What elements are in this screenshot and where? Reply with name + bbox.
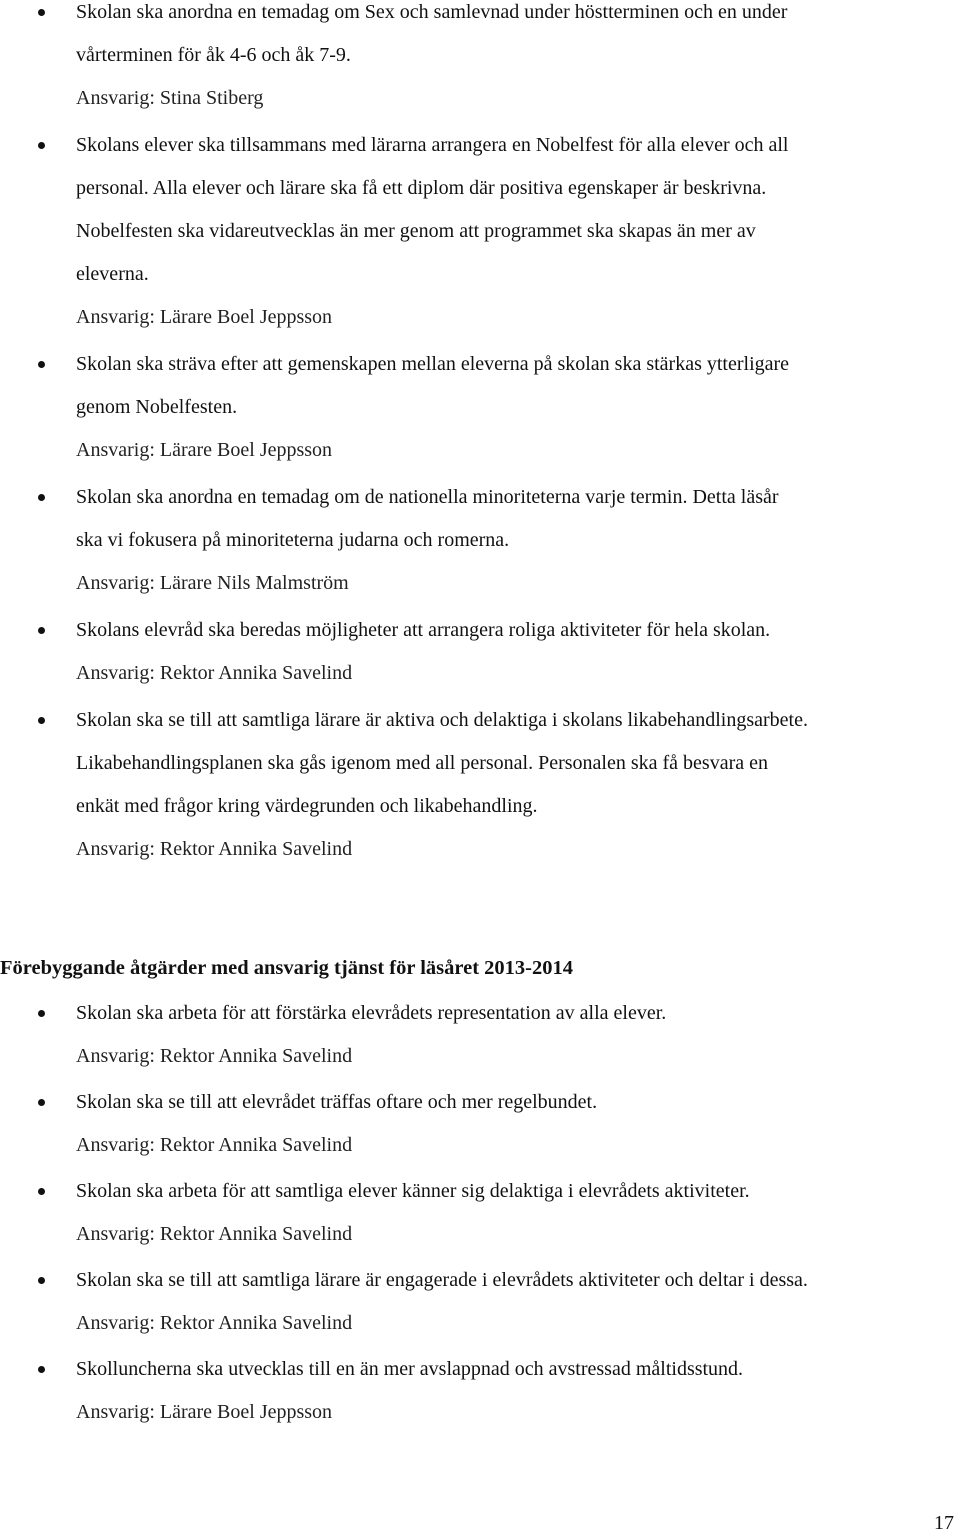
responsible-line: Ansvarig: Rektor Annika Savelind bbox=[76, 1134, 353, 1156]
bullet-icon bbox=[38, 717, 45, 724]
responsible-line: Ansvarig: Rektor Annika Savelind bbox=[76, 1312, 353, 1334]
item-text: Skolans elever ska tillsammans med lärarna arrangera en Nobelfest för alla elever och all personal. Alla elever och lärare ska få ett diplom där positiva egenskaper är beskrivna. Nobelfesten ska vidareutvecklas än mer genom att programmet ska skapas än mer av eleverna. bbox=[76, 134, 789, 285]
item-text: Skolan ska se till att elevrådet träffas oftare och mer regelbundet. bbox=[76, 1091, 598, 1113]
list-item bbox=[0, 699, 960, 871]
list-item bbox=[0, 124, 960, 339]
list-item bbox=[0, 343, 960, 472]
list-item bbox=[0, 609, 960, 695]
responsible-line: Ansvarig: Lärare Nils Malmström bbox=[76, 572, 349, 594]
bullet-icon bbox=[38, 1366, 45, 1373]
list-item bbox=[0, 1170, 960, 1256]
item-text: Skolluncherna ska utvecklas till en än mer avslappnad och avstressad måltidsstund. bbox=[76, 1358, 744, 1380]
page-number: 17 bbox=[934, 1512, 954, 1534]
list-item bbox=[0, 0, 960, 120]
responsible-line: Ansvarig: Lärare Boel Jeppsson bbox=[76, 306, 333, 328]
list-item bbox=[0, 992, 960, 1078]
bullet-icon bbox=[38, 361, 45, 368]
responsible-line: Ansvarig: Rektor Annika Savelind bbox=[76, 662, 353, 684]
preventive-measures-list bbox=[0, 992, 960, 1434]
item-text: Skolan ska anordna en temadag om de nationella minoriteterna varje termin. Detta läsår ska vi fokusera på minoriteterna judarna och romerna. bbox=[76, 486, 779, 551]
list-item bbox=[0, 476, 960, 605]
bullet-icon bbox=[38, 1010, 45, 1017]
item-text: Skolan ska arbeta för att förstärka elevrådets representation av alla elever. bbox=[76, 1002, 667, 1024]
item-text: Skolan ska se till att samtliga lärare är aktiva och delaktiga i skolans likabehandlingsarbete. Likabehandlingsplanen ska gås igenom med all personal. Personalen ska få besvara en enkät med frågor kring värdegrunden och likabehandling. bbox=[76, 709, 808, 817]
item-text: Skolan ska arbeta för att samtliga elever känner sig delaktiga i elevrådets aktiviteter. bbox=[76, 1180, 750, 1202]
responsible-line: Ansvarig: Rektor Annika Savelind bbox=[76, 1045, 353, 1067]
responsible-line: Ansvarig: Rektor Annika Savelind bbox=[76, 1223, 353, 1245]
item-text: Skolan ska se till att samtliga lärare är engagerade i elevrådets aktiviteter och deltar i dessa. bbox=[76, 1269, 808, 1291]
list-item bbox=[0, 1081, 960, 1167]
bullet-icon bbox=[38, 9, 45, 16]
responsible-line: Ansvarig: Rektor Annika Savelind bbox=[76, 838, 353, 860]
bullet-icon bbox=[38, 142, 45, 149]
bullet-icon bbox=[38, 1188, 45, 1195]
item-text: Skolans elevråd ska beredas möjligheter att arrangera roliga aktiviteter för hela skolan. bbox=[76, 619, 771, 641]
bullet-icon bbox=[38, 1099, 45, 1106]
bullet-icon bbox=[38, 627, 45, 634]
responsible-line: Ansvarig: Lärare Boel Jeppsson bbox=[76, 1401, 333, 1423]
section-heading: Förebyggande åtgärder med ansvarig tjänst för läsåret 2013-2014 bbox=[0, 957, 573, 979]
responsible-line: Ansvarig: Lärare Boel Jeppsson bbox=[76, 439, 333, 461]
bullet-icon bbox=[38, 1277, 45, 1284]
item-text: Skolan ska anordna en temadag om Sex och samlevnad under höstterminen och en under vårterminen för åk 4-6 och åk 7-9. bbox=[76, 1, 788, 66]
list-item bbox=[0, 1259, 960, 1345]
item-text: Skolan ska sträva efter att gemenskapen mellan eleverna på skolan ska stärkas ytterligare genom Nobelfesten. bbox=[76, 353, 790, 418]
list-item bbox=[0, 1348, 960, 1434]
bullet-icon bbox=[38, 494, 45, 501]
responsible-line: Ansvarig: Stina Stiberg bbox=[76, 87, 264, 109]
